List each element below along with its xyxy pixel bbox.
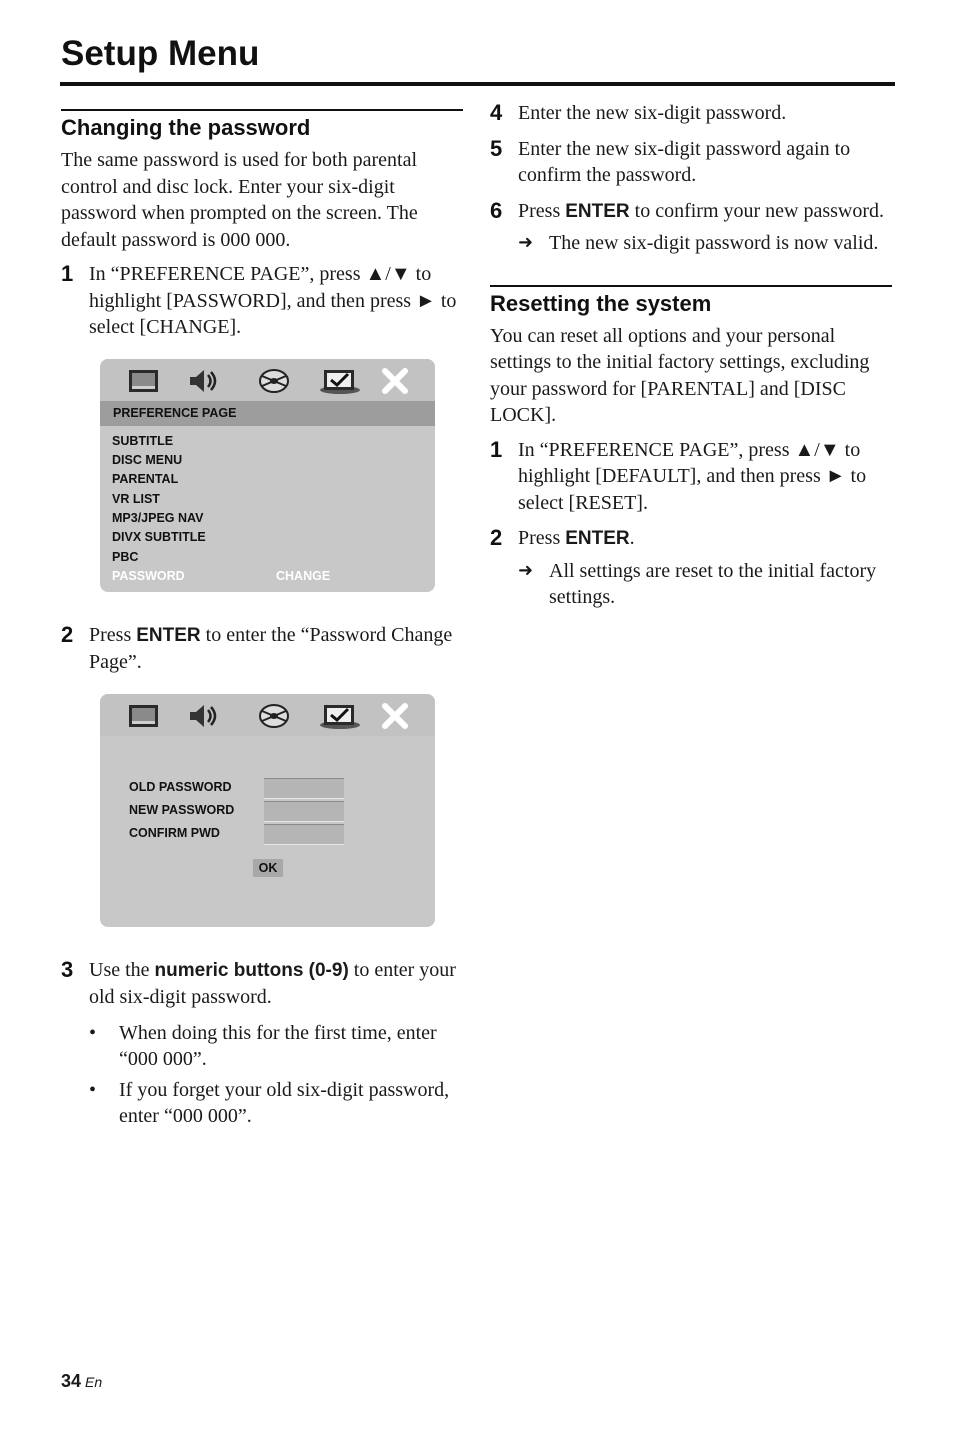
key-enter: ENTER	[565, 200, 630, 222]
language-code: En	[85, 1374, 103, 1390]
osd-menu-item: PARENTAL	[112, 472, 179, 487]
step-2	[61, 622, 463, 676]
preference-check-icon	[318, 702, 362, 730]
old-password-label: OLD PASSWORD	[129, 779, 232, 794]
bullet-text: When doing this for the first time, enter “000 000”.	[119, 1021, 437, 1070]
step-text: Enter the new six-digit password again to confirm the password.	[518, 137, 851, 186]
title-rule	[60, 82, 895, 86]
left-column	[61, 100, 463, 1134]
page-number: 34	[61, 1371, 82, 1391]
step-text-pre: Press	[518, 527, 566, 549]
step-number: 2	[61, 621, 74, 647]
bullet-item	[61, 1020, 463, 1073]
step-number: 1	[61, 261, 74, 286]
page-title: Setup Menu	[61, 34, 260, 73]
osd-menu-list	[100, 426, 435, 587]
section-rule	[61, 109, 463, 111]
step-number: 2	[490, 525, 503, 550]
preference-check-icon	[318, 367, 362, 395]
step-text: In “PREFERENCE PAGE”, press ▲/▼ to highlight [DEFAULT], and then press ► to select [RESET].	[518, 438, 867, 514]
step-number: 4	[490, 100, 503, 125]
tv-screen-icon	[126, 702, 160, 730]
password-fields	[129, 776, 389, 845]
result-text: All settings are reset to the initial factory settings.	[549, 559, 877, 608]
bullet-item	[61, 1077, 463, 1130]
step-number: 1	[490, 436, 503, 462]
osd-menu-item: PBC	[112, 549, 139, 564]
result-note	[490, 558, 892, 611]
close-x-icon	[378, 702, 412, 730]
osd-menu-item: DIVX SUBTITLE	[112, 530, 206, 545]
step-number: 6	[490, 197, 503, 223]
key-numeric-buttons: numeric buttons (0-9)	[154, 959, 349, 981]
result-text: The new six-digit password is now valid.	[549, 232, 879, 254]
audio-speaker-icon	[186, 367, 220, 395]
close-x-icon	[378, 367, 412, 395]
disc-icon	[257, 702, 291, 730]
confirm-password-field	[264, 824, 344, 845]
osd-menu-item-password	[112, 567, 435, 586]
step-text-pre: Press	[518, 199, 566, 222]
section-heading-changing-password: Changing the password	[61, 115, 311, 140]
reset-step-1	[490, 437, 892, 517]
osd-menu-item: DISC MENU	[112, 452, 183, 467]
section-heading-resetting: Resetting the system	[490, 290, 712, 316]
step-6	[490, 198, 892, 226]
osd-menu-item: SUBTITLE	[112, 433, 174, 448]
osd-highlight-value: CHANGE	[276, 569, 331, 584]
arrow-right-icon: ➜	[518, 559, 534, 581]
reset-step-2	[490, 525, 892, 553]
bullet-dot: •	[89, 1021, 97, 1044]
intro-paragraph: The same password is used for both parental control and disc lock. Enter your six-digit password when prompted on the screen. The default password is 000 000.	[61, 149, 418, 251]
osd-icon-bar	[100, 694, 435, 736]
tv-screen-icon	[126, 367, 160, 395]
result-note	[490, 230, 892, 257]
preference-page-screen	[100, 359, 435, 592]
disc-icon	[257, 367, 291, 395]
osd-menu-item: MP3/JPEG NAV	[112, 511, 204, 526]
step-1	[61, 261, 463, 341]
step-text-pre: Use the	[89, 958, 155, 981]
step-text: Enter the new six-digit password.	[518, 102, 787, 124]
osd-highlight-label: PASSWORD	[112, 569, 185, 584]
ok-button: OK	[253, 859, 283, 877]
section-rule	[490, 285, 892, 287]
step-number: 5	[490, 135, 503, 161]
step-4	[490, 100, 892, 127]
step-text: In “PREFERENCE PAGE”, press ▲/▼ to highlight [PASSWORD], and then press ► to select [CHANGE].	[89, 263, 457, 338]
step-number: 3	[61, 956, 74, 982]
bullet-text: If you forget your old six-digit password, enter “000 000”.	[119, 1078, 450, 1127]
confirm-password-label: CONFIRM PWD	[129, 825, 220, 840]
confirm-password-row	[129, 822, 389, 845]
key-enter: ENTER	[565, 528, 630, 549]
step-text-pre: Press	[89, 623, 137, 646]
old-password-row	[129, 776, 389, 799]
new-password-label: NEW PASSWORD	[129, 802, 235, 817]
step-text-post: to enter your old six-digit password.	[89, 958, 456, 1008]
step-text-post: to confirm your new password.	[629, 199, 885, 222]
right-column	[490, 100, 892, 620]
step-5	[490, 136, 892, 189]
step-text-post: .	[629, 527, 635, 549]
arrow-right-icon: ➜	[518, 232, 534, 253]
step-3	[61, 957, 463, 1011]
osd-menu-item: VR LIST	[112, 491, 160, 506]
reset-intro-paragraph: You can reset all options and your personal settings to the initial factory settings, excluding your password for [PARENTAL] and [DISC LOCK].	[490, 324, 870, 426]
page-footer	[61, 1371, 102, 1392]
new-password-row	[129, 799, 389, 822]
osd-icon-bar	[100, 359, 435, 401]
key-enter: ENTER	[136, 624, 201, 646]
password-change-screen	[100, 694, 435, 927]
old-password-field	[264, 778, 344, 799]
bullet-dot: •	[89, 1078, 97, 1101]
audio-speaker-icon	[186, 702, 220, 730]
step-text-post: to enter the “Password Change Page”.	[89, 623, 453, 673]
osd-page-bar: PREFERENCE PAGE	[100, 401, 435, 426]
new-password-field	[264, 801, 344, 822]
